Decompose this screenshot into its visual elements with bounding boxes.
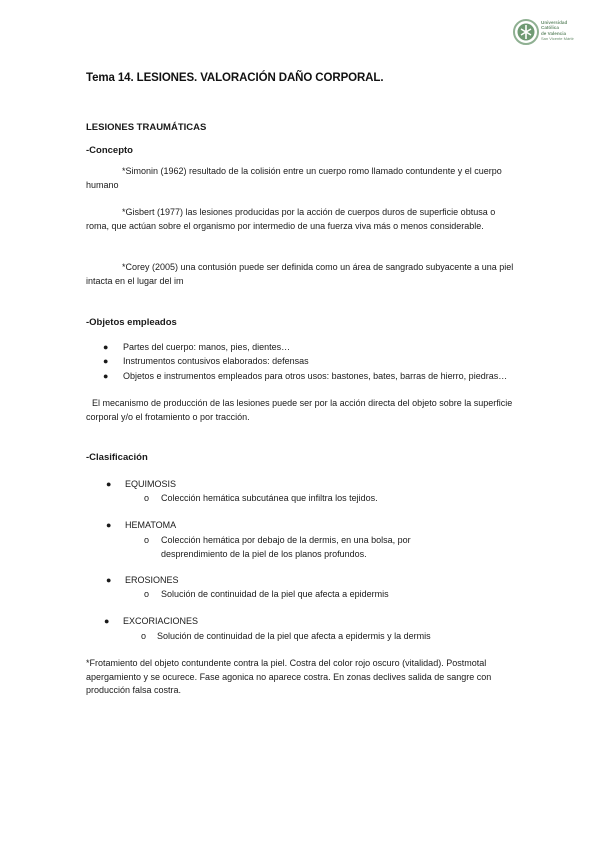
concepto-heading: -Concepto (86, 145, 133, 156)
circle-bullet-icon: o (144, 589, 150, 599)
university-logo (513, 18, 593, 46)
note-paragraph: *Frotamiento del objeto contundente contra la piel. Costra del color rojo oscuro (vitalidad). Postmotal apergamiento y se ocurece. Fase agonica no aparece costra. En zonas declives salida de sangre con producción falsa costra. (86, 658, 492, 695)
clasificacion-desc: Solución de continuidad de la piel que afecta a epidermis y la dermis (157, 631, 431, 641)
circle-bullet-icon: o (144, 493, 150, 503)
logo-line: San Vicente Mártir (541, 36, 574, 42)
definition-corey (86, 261, 516, 288)
logo-text (541, 20, 574, 42)
objetos-heading: -Objetos empleados (86, 317, 177, 328)
bullet-icon: ● (104, 616, 110, 626)
clasificacion-term: EQUIMOSIS (125, 479, 177, 489)
clasificacion-term: EROSIONES (125, 575, 179, 585)
definition-gisbert (86, 206, 516, 233)
clasificacion-desc: Colección hemática por debajo de la dermis, en una bolsa, por desprendimiento de la piel de los planos profundos. (161, 535, 411, 559)
objeto-item: Objetos e instrumentos empleados para otros usos: bastones, bates, barras de hierro, piedras… (123, 371, 508, 381)
university-seal-icon (513, 18, 541, 46)
circle-bullet-icon: o (141, 631, 147, 641)
bullet-icon: ● (103, 356, 109, 366)
clasificacion-desc: Colección hemática subcutánea que infiltra los tejidos. (161, 493, 378, 503)
objeto-item: Instrumentos contusivos elaborados: defensas (123, 356, 309, 366)
definition-text: *Corey (2005) una contusión puede ser definida como un área de sangrado subyacente a una piel intacta en el lugar del im (86, 262, 514, 286)
circle-bullet-icon: o (144, 535, 150, 545)
bullet-icon: ● (103, 342, 109, 352)
bullet-icon: ● (103, 371, 109, 381)
logo-line: de Valencia (541, 30, 567, 36)
logo-line: Universidad (541, 20, 568, 25)
clasificacion-desc: Solución de continuidad de la piel que afecta a epidermis (161, 589, 389, 599)
bullet-icon: ● (106, 520, 112, 530)
objeto-item: Partes del cuerpo: manos, pies, dientes… (123, 342, 291, 352)
page-title: Tema 14. LESIONES. VALORACIÓN DAÑO CORPORAL. (86, 72, 384, 84)
logo-line: Católica (541, 25, 559, 31)
definition-text: *Gisbert (1977) las lesiones producidas por la acción de cuerpos duros de superficie obtusa o roma, que actúan sobre el organismo por intermedio de una fuerza viva más o menos considerable. (86, 207, 496, 231)
definition-text: *Simonin (1962) resultado de la colisión entre un cuerpo romo llamado contundente y el cuerpo humano (86, 166, 502, 190)
clasificacion-heading: -Clasificación (86, 452, 148, 463)
clasificacion-term: EXCORIACIONES (123, 616, 199, 626)
clasificacion-term: HEMATOMA (125, 520, 177, 530)
mechanism-text: El mecanismo de producción de las lesiones puede ser por la acción directa del objeto sobre la superficie corporal y/o el frotamiento o por tracción. (86, 398, 513, 422)
bullet-icon: ● (106, 575, 112, 585)
mechanism-paragraph (86, 397, 518, 424)
bullet-icon: ● (106, 479, 112, 489)
definition-simonin (86, 165, 516, 192)
section-heading: LESIONES TRAUMÁTICAS (86, 122, 207, 133)
